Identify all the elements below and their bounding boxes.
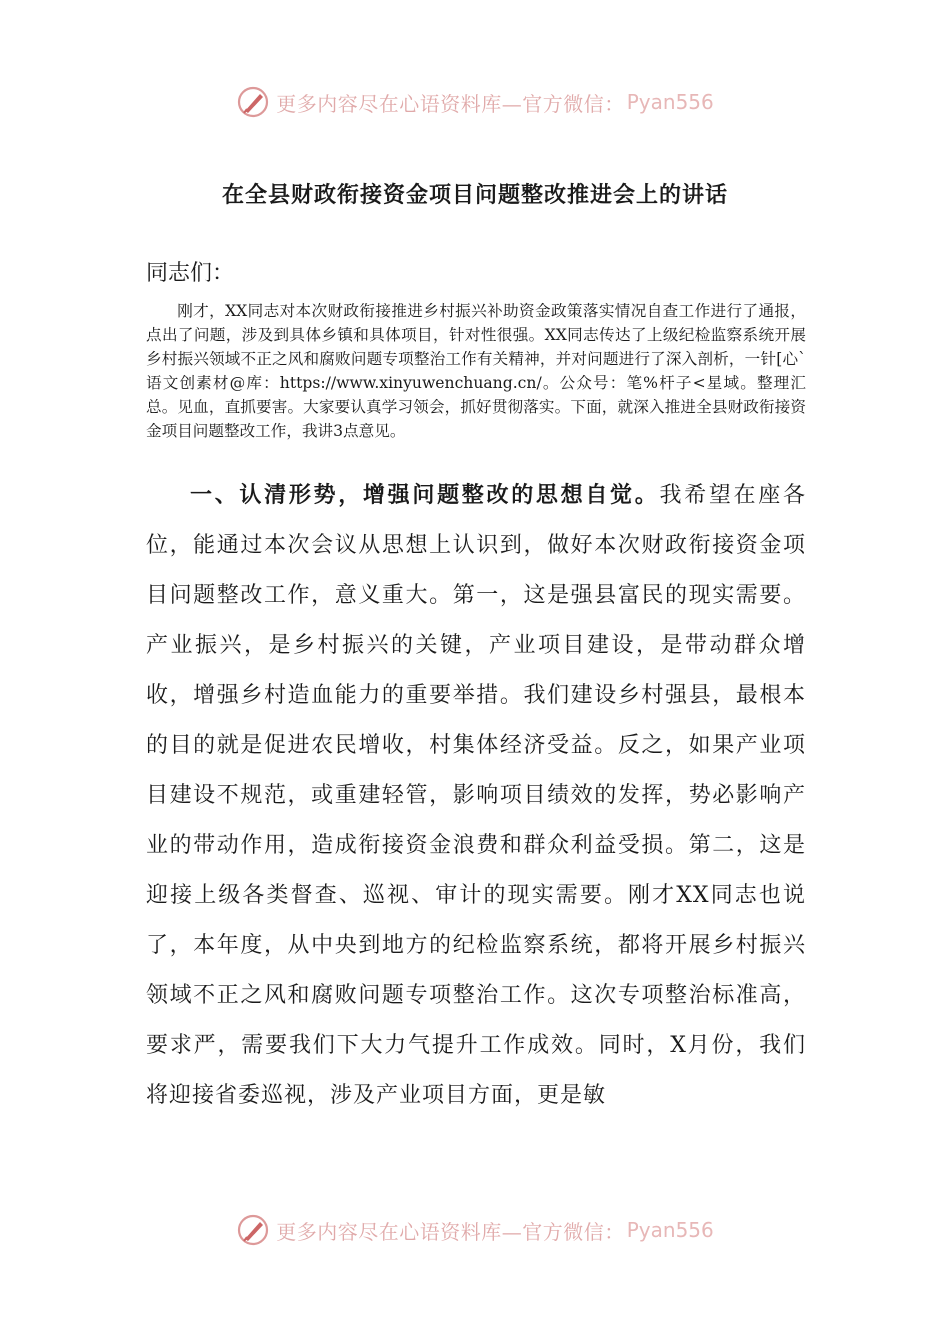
intro-paragraph: 刚才，XX同志对本次财政衔接推进乡村振兴补助资金政策落实情况自查工作进行了通报，点出了问题，涉及到具体乡镇和具体项目，针对性很强。XX同志传达了上级纪检监察系统开展乡村振兴领域不正之风和腐败问题专项整治工作有关精神，并对问题进行了深入剖析，一针[心`语文创素材@库：https://www.xinyuwenchuang.cn/。公众号：笔%杆子<星域。整理汇总。见血，直抓要害。大家要认真学习领会，抓好贯彻落实。下面，就深入推进全县财政衔接资金项目问题整改工作，我讲3点意见。	[146, 302, 806, 440]
section-1-paragraph	[146, 470, 806, 1121]
watermark-wechat-id: Pyan556	[626, 1218, 714, 1242]
footer-watermark	[0, 1210, 950, 1250]
watermark-site-text: 更多内容尽在心语资料库—官方微信：	[276, 91, 625, 116]
section-1-body: 我希望在座各位，能通过本次会议从思想上认识到，做好本次财政衔接资金项目问题整改工作，意义重大。第一，这是强县富民的现实需要。产业振兴，是乡村振兴的关键，产业项目建设，是带动群众增收，增强乡村造血能力的重要举措。我们建设乡村强县，最根本的目的就是促进农民增收，村集体经济受益。反之，如果产业项目建设不规范，或重建轻管，影响项目绩效的发挥，势必影响产业的带动作用，造成衔接资金浪费和群众利益受损。第二，这是迎接上级各类督查、巡视、审计的现实需要。刚才XX同志也说了，本年度，从中央到地方的纪检监察系统，都将开展乡村振兴领域不正之风和腐败问题专项整治工作。这次专项整治标准高，要求严，需要我们下大力气提升工作成效。同时，X月份，我们将迎接省委巡视，涉及产业项目方面，更是敏	[146, 483, 806, 1108]
quill-pen-logo-icon	[236, 1213, 270, 1247]
section-1-heading: 一、认清形势，增强问题整改的思想自觉。	[190, 482, 660, 508]
greeting: 同志们：	[146, 261, 235, 286]
watermark-wechat-id: Pyan556	[626, 90, 714, 114]
quill-pen-logo-icon	[236, 85, 270, 119]
document-title: 在全县财政衔接资金项目问题整改推进会上的讲话	[221, 182, 728, 208]
header-watermark	[0, 82, 950, 122]
watermark-site-text: 更多内容尽在心语资料库—官方微信：	[276, 1219, 625, 1244]
